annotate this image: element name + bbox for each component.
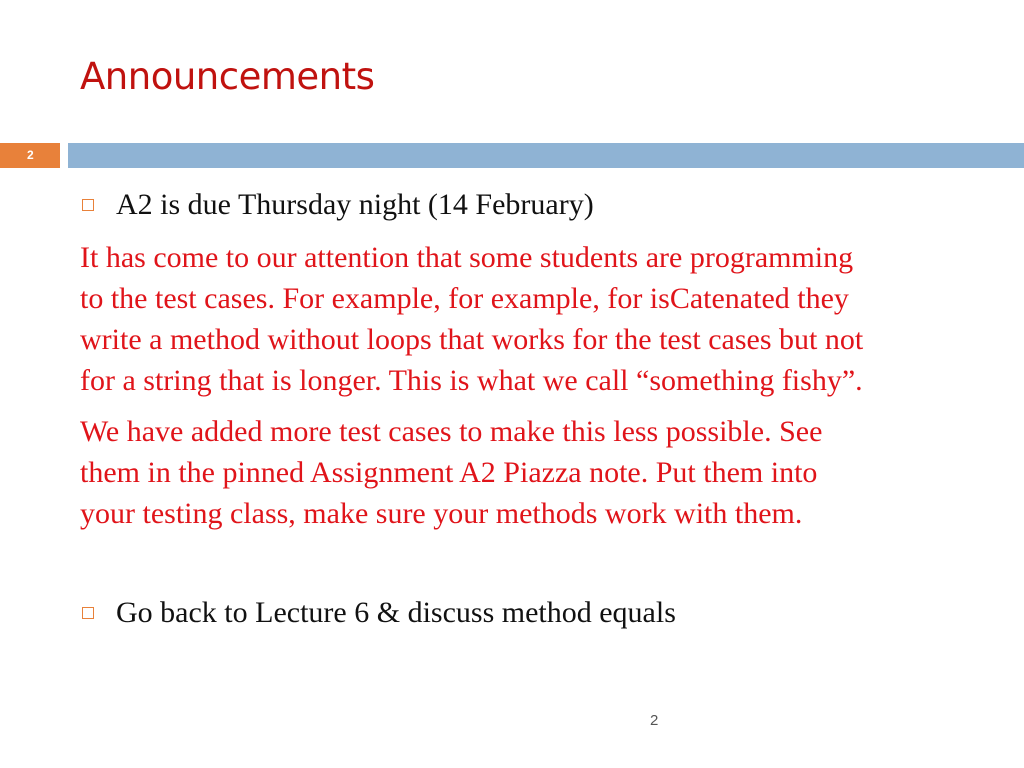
bullet-item [82,596,676,630]
paragraph-line: It has come to our attention that some students are programming [80,241,854,274]
paragraph-line: write a method without loops that works for the test cases but not [80,323,864,356]
footer-page-number: 2 [650,712,659,729]
bullet-item [82,188,594,222]
paragraph-line: for a string that is longer. This is what we call “something fishy”. [80,364,863,397]
slide-number-badge: 2 [0,143,60,168]
paragraph-line: them in the pinned Assignment A2 Piazza note. Put them into [80,456,818,489]
square-bullet-icon [82,199,94,211]
paragraph-line: to the test cases. For example, for example, for isCatenated they [80,282,849,315]
bullet-text: A2 is due Thursday night (14 February) [116,188,594,221]
slide-title: Announcements [80,55,375,98]
title-rule-bar [68,143,1024,168]
paragraph-line: We have added more test cases to make this less possible. See [80,415,823,448]
warning-paragraph [80,237,863,401]
square-bullet-icon [82,607,94,619]
test-cases-paragraph [80,411,822,534]
paragraph-line: your testing class, make sure your methods work with them. [80,497,803,530]
bullet-text: Go back to Lecture 6 & discuss method equals [116,596,676,629]
